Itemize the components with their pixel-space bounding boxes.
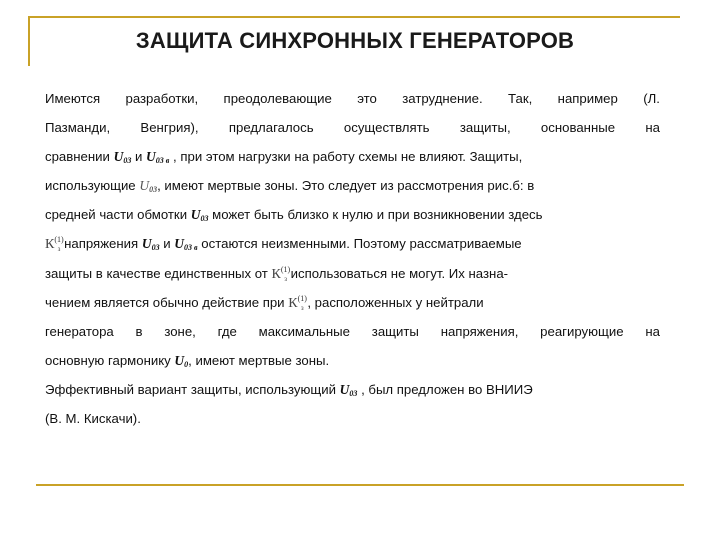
- text-line-8: [45, 288, 660, 317]
- word: защиты: [371, 323, 419, 339]
- slide-frame-top-line: [28, 16, 680, 18]
- text-fragment: , имеют мертвые зоны. Это следует из рассмотрения рис.б: в: [157, 178, 535, 194]
- text-line-2: [45, 113, 660, 142]
- symbol-subscript: 03: [200, 214, 209, 224]
- symbol-letter: U: [190, 207, 201, 223]
- text-fragment: Эффективный вариант защиты, использующий: [45, 381, 336, 397]
- word: на: [645, 323, 660, 339]
- symbol-k1: [271, 264, 291, 283]
- symbol-superscript: (1): [280, 264, 291, 274]
- symbol-letter: U: [141, 236, 152, 252]
- text-fragment: , имеют мертвые зоны.: [188, 352, 330, 368]
- word: где: [217, 323, 237, 339]
- text-fragment: основную гармонику: [45, 352, 171, 368]
- symbol-letter: U: [113, 149, 124, 165]
- symbol-subscript: 03 в: [155, 156, 170, 166]
- word: основанные: [540, 120, 616, 136]
- word: осуществлять: [343, 120, 430, 136]
- symbol-letter: U: [139, 178, 150, 194]
- word: Так,: [508, 91, 533, 106]
- text-fragment: и: [163, 236, 171, 252]
- slide-frame-bottom-line: [36, 484, 684, 486]
- text-line-4: [45, 171, 660, 200]
- word: (Л.: [643, 91, 660, 106]
- word: генератора: [45, 323, 114, 339]
- text-fragment: может быть близко к нулю и при возникновении здесь: [212, 207, 543, 223]
- symbol-subscript: з: [57, 245, 61, 254]
- slide-title: ЗАЩИТА СИНХРОННЫХ ГЕНЕРАТОРОВ: [135, 28, 575, 53]
- text-line-11: [45, 375, 660, 404]
- text-fragment: средней части обмотки: [45, 207, 188, 223]
- text-fragment: , при этом нагрузки на работу схемы не влияют. Защиты,: [173, 149, 523, 165]
- word: Венгрия),: [140, 120, 199, 136]
- symbol-subscript: з: [284, 274, 287, 283]
- symbol-subscript: з: [300, 303, 304, 312]
- word: затруднение.: [402, 91, 483, 106]
- symbol-subscript: 0: [184, 359, 189, 369]
- text-line-6: [45, 229, 660, 258]
- symbol-u03: [340, 382, 358, 397]
- text-line-5: [45, 200, 660, 229]
- text-fragment: сравнении: [45, 149, 110, 165]
- word: в: [135, 323, 143, 339]
- word: на: [645, 120, 660, 136]
- text-fragment: и: [135, 149, 143, 165]
- symbol-letter: U: [146, 149, 156, 165]
- text-fragment: остаются неизменными. Поэтому рассматриваемые: [201, 236, 522, 252]
- symbol-subscript: 03: [349, 388, 358, 398]
- symbol-u03: [142, 236, 160, 251]
- text-fragment: использующие: [45, 178, 136, 194]
- word: реагирующие: [540, 323, 624, 339]
- word: например: [557, 91, 618, 106]
- symbol-u03v: [174, 236, 197, 251]
- word: зоне,: [164, 323, 196, 339]
- symbol-letter: U: [339, 381, 350, 397]
- text-fragment: использоваться не могут. Их назна-: [290, 265, 509, 281]
- text-fragment: , расположенных у нейтрали: [307, 294, 484, 310]
- symbol-subscript: 03: [151, 243, 160, 253]
- symbol-u03: [191, 207, 209, 222]
- symbol-letter: К: [271, 266, 281, 282]
- text-fragment: напряжения: [64, 236, 139, 252]
- symbol-superscript: (1): [297, 293, 307, 303]
- text-line-12: [45, 404, 660, 433]
- word: напряжения,: [440, 323, 519, 339]
- text-line-7: [45, 259, 660, 288]
- word: разработки,: [125, 91, 199, 106]
- symbol-letter: U: [174, 236, 185, 252]
- text-fragment: (В. М. Кискачи).: [45, 411, 141, 427]
- text-fragment: , был предложен во ВНИИЭ: [361, 381, 533, 397]
- symbol-k1: [45, 235, 64, 254]
- symbol-subscript: 03: [123, 156, 132, 166]
- word: Пазманди,: [45, 120, 111, 136]
- symbol-letter: К: [288, 295, 298, 311]
- body-paragraph: [45, 84, 660, 433]
- word: Имеются: [45, 91, 101, 106]
- symbol-u03: [114, 149, 132, 164]
- symbol-k1: [288, 293, 307, 312]
- symbol-u03v: [146, 149, 169, 164]
- symbol-subscript: 03: [149, 185, 158, 195]
- symbol-u03-plain: [139, 178, 157, 193]
- text-fragment: защиты в качестве единственных от: [45, 265, 268, 281]
- word: защиты,: [459, 120, 511, 136]
- word: максимальные: [258, 323, 350, 339]
- symbol-letter: К: [45, 237, 55, 253]
- text-line-9: [45, 317, 660, 346]
- symbol-u0: [174, 353, 188, 368]
- text-fragment: чением является обычно действие при: [45, 294, 285, 310]
- text-line-10: [45, 346, 660, 375]
- text-line-1: [45, 84, 660, 113]
- word: предлагалось: [228, 120, 314, 136]
- word: преодолевающие: [223, 91, 332, 106]
- symbol-superscript: (1): [54, 235, 64, 245]
- symbol-letter: U: [174, 352, 185, 368]
- text-line-3: [45, 142, 660, 171]
- word: это: [357, 91, 377, 106]
- symbol-subscript: 03 в: [184, 243, 198, 253]
